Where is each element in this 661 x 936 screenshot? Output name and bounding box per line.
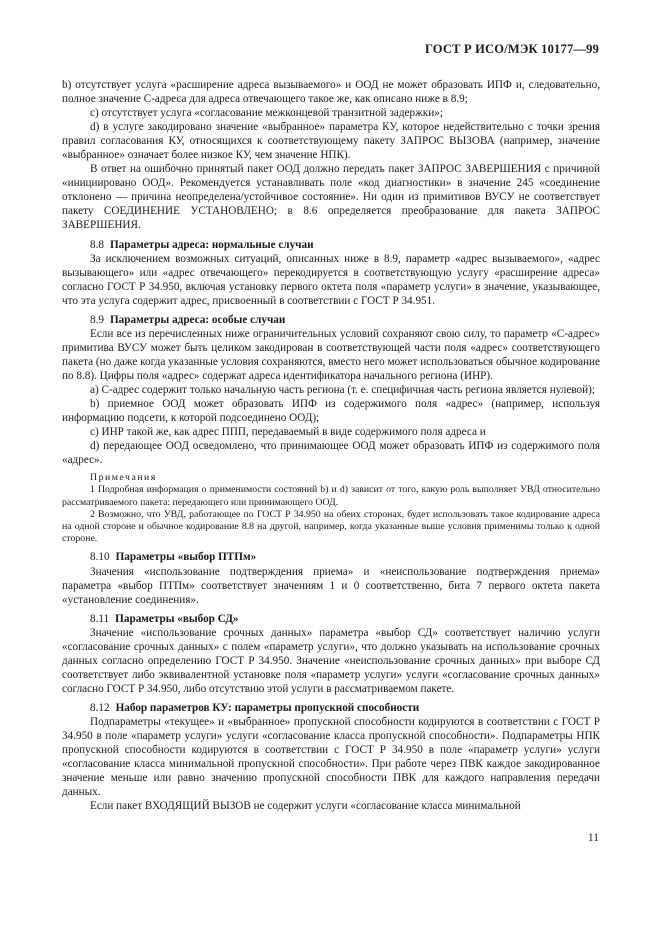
note: 1 Подробная информация о применимости состояний b) и d) зависит от того, какую роль выполняет УВД относительно рассматриваемого пакета: передающего или принимающего ООД.: [62, 484, 600, 508]
paragraph: За исключением возможных ситуаций, описанных ниже в 8.9, параметр «адрес вызываемого», «адрес вызывающего» или «адрес отвечающего» перекодируется в соответствующую услугу «расширение адреса» согласно ГОСТ Р 34.950, включая установку первого октета поля «параметр услуги» в значение, указывающее, что эта услуга содержит адрес, присвоенный в соответствии с ГОСТ Р 34.951.: [62, 252, 600, 307]
paragraph: Значение «использование срочных данных» параметра «выбор СД» соответствует наличию услуги «согласование срочных данных» с полем «параметр услуги», что должно указывать на использование срочных данных согласно определению ГОСТ Р 34.950. Значение «неиспользование срочных данных» при выборе СД соответствует либо эквивалентной установке поля «параметр услуги» услуги «согласование срочных данных» согласно ГОСТ Р 34.950, либо отсутствию этой услуги в рассматриваемом пакете.: [62, 626, 600, 695]
list-item: d) передающее ООД осведомлено, что принимающее ООД может образовать ИПФ из содержимого поля «адрес».: [62, 440, 600, 467]
section-heading-8-12: [62, 701, 600, 715]
section-number: 8.12: [90, 701, 110, 714]
section-title: Параметры «выбор ПТПм»: [115, 551, 257, 564]
paragraph: Если все из перечисленных ниже ограничительных условий сохраняют свою силу, то параметр «С-адрес» примитива ВУСУ может быть целиком закодирован в соответствующей части поля «адрес» соответствующего пакета (но даже когда указанные условия сохраняются, вместо него может использоваться обычное кодирование по 8.8). Цифры поля «адрес» содержат адреса идентификатора начального региона (ИНР).: [62, 327, 600, 382]
section-heading-8-10: [62, 550, 600, 564]
notes-block: [62, 472, 600, 545]
page-number: 11: [587, 832, 599, 844]
section-title: Параметры адреса: нормальные случаи: [109, 238, 314, 251]
section-number: 8.9: [90, 313, 104, 326]
note: 2 Возможно, что УВД, работающее по ГОСТ Р 34.950 на обеих сторонах, будет использовать такое кодирование адреса на одной стороне и обычное кодирование 8.8 на другой, например, когда указанные выше условия применимы только к одной стороне.: [62, 508, 600, 545]
document-body: [62, 78, 600, 813]
list-item: a) С-адрес содержит только начальную часть региона (т. е. специфичная часть региона является нулевой);: [90, 383, 595, 396]
paragraph: c) отсутствует услуга «согласование межконцевой транзитной задержки»;: [90, 107, 443, 120]
list-item: c) ИНР такой же, как адрес ППП, передаваемый в виде содержимого поля адреса и: [90, 426, 486, 439]
paragraph: Если пакет ВХОДЯЩИЙ ВЫЗОВ не содержит услуги «согласование класса минимальной: [90, 800, 521, 813]
document-header: ГОСТ Р ИСО/МЭК 10177—99: [424, 42, 599, 56]
paragraph: В ответ на ошибочно принятый пакет ООД должно передать пакет ЗАПРОС ЗАВЕРШЕНИЯ с причиной «инициировано ООД». Рекомендуется устанавливать поле «код диагностики» в значение 245 «соединение отклонено — причина неопределена/устойчивое состояние». Ни один из примитивов ВУСУ не соответствует пакету СОЕДИНЕНИЕ УСТАНОВЛЕНО; в 8.6 определяется преобразование для пакета ЗАПРОС ЗАВЕРШЕНИЯ.: [62, 163, 600, 232]
section-title: Набор параметров КУ: параметры пропускной способности: [115, 701, 420, 714]
section-number: 8.8: [90, 238, 104, 251]
section-heading-8-9: [62, 313, 600, 327]
section-heading-8-11: [62, 612, 600, 626]
paragraph: Подпараметры «текущее» и «выбранное» пропускной способности кодируются в соответствии с ГОСТ Р 34.950 в поле «параметр услуги» услуги «согласование класса пропускной способности». Подпараметры НПК пропускной способности кодируются в соответствии с ГОСТ Р 34.950 в поле «параметр услуги» услуги «согласование класса минимальной пропускной способности». При работе через ПВК каждое закодированное значение меньше или равно значению пропускной способности ПВК для каждого направления передачи данных.: [62, 716, 600, 799]
paragraph: b) отсутствует услуга «расширение адреса вызываемого» и ООД не может образовать ИПФ и, следовательно, полное значение С-адреса для адреса отвечающего такое же, как описано ниже в 8.9;: [62, 79, 600, 106]
section-heading-8-8: [62, 238, 600, 252]
section-number: 8.11: [90, 612, 110, 625]
paragraph: Значения «использование подтверждения приема» и «неиспользование подтверждения приема» параметра «выбор ПТПм» соответствует значениям 1 и 0 соответственно, бита 7 первого октета пакета «установление соединения».: [62, 565, 600, 606]
section-number: 8.10: [90, 551, 110, 564]
list-item: b) приемное ООД может образовать ИПФ из содержимого поля «адрес» (например, используя информацию подсети, к которой подсоединено ООД);: [62, 398, 600, 425]
section-title: Параметры адреса: особые случаи: [109, 313, 286, 326]
notes-header: Примечания: [90, 472, 157, 484]
paragraph: d) в услуге закодировано значение «выбранное» параметра КУ, которое недействительно с точки зрения правил согласования КУ, относящихся к соответствующему пакету ЗАПРОС ВЫЗОВА (например, значение «выбранное» означает более низкое КУ, чем значение НПК).: [62, 121, 600, 162]
section-title: Параметры «выбор СД»: [115, 612, 239, 625]
